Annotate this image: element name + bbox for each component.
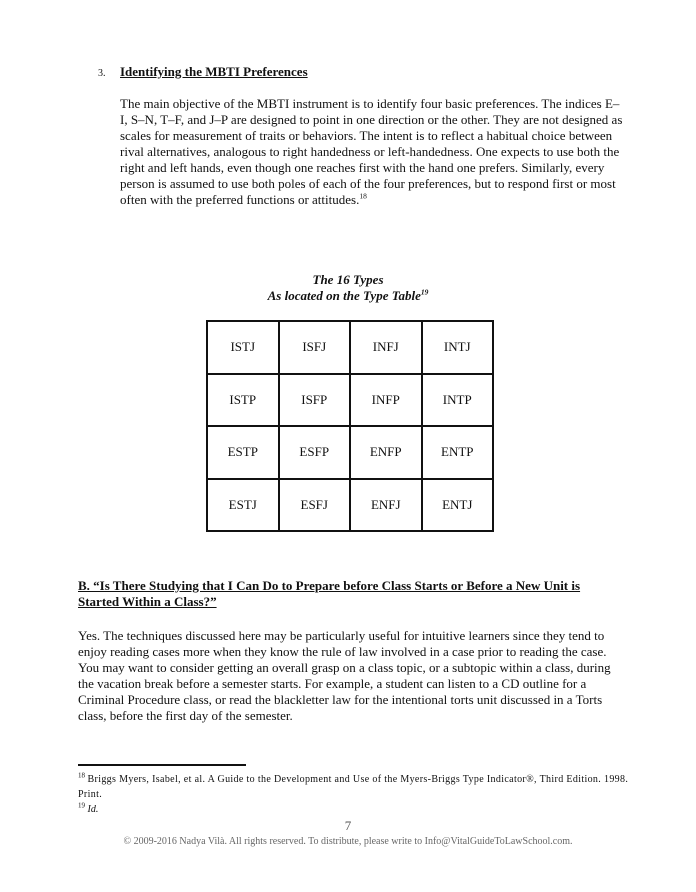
type-cell: ENTP (422, 426, 494, 479)
type-cell: ISFJ (279, 321, 351, 374)
type-table-row (207, 374, 493, 427)
table-caption-title: The 16 Types (312, 272, 384, 287)
type-table (206, 320, 494, 532)
table-caption (0, 272, 696, 304)
section-3 (98, 64, 638, 207)
type-cell: INTJ (422, 321, 494, 374)
footnote-19 (78, 802, 638, 817)
type-cell: ISTP (207, 374, 279, 427)
type-table-row (207, 479, 493, 532)
footnote-ref-19: 19 (420, 287, 429, 297)
table-caption-subtitle-text: As located on the Type Table (267, 288, 421, 303)
footnotes (78, 772, 638, 817)
type-cell: ENFJ (350, 479, 422, 532)
type-table-row (207, 426, 493, 479)
section-3-heading (98, 64, 638, 82)
type-cell: ESTP (207, 426, 279, 479)
type-cell: INFP (350, 374, 422, 427)
type-table-row (207, 321, 493, 374)
type-cell: ISTJ (207, 321, 279, 374)
section-number: 3. (98, 68, 106, 79)
page-number: 7 (344, 818, 352, 833)
type-cell: ESFJ (279, 479, 351, 532)
section-b-paragraph: Yes. The techniques discussed here may be particularly useful for intuitive learners since they tend to enjoy reading cases more when they know the rule of law involved in a case prior to reading the case. You may want to consider getting an overall grasp on a class topic, or a subtopic within a class, during the vacation break before a semester starts. For example, a student can listen to a CD outline for a Criminal Procedure class, or read the blackletter law for the intentional torts unit discussed in a Torts class, before the first day of the semester. (78, 628, 611, 723)
section-title: Identifying the MBTI Preferences (120, 64, 308, 79)
footnote-divider (78, 764, 246, 766)
type-cell: ENTJ (422, 479, 494, 532)
footnote-ref-18: 18 (359, 191, 367, 201)
type-cell: ESTJ (207, 479, 279, 532)
section-b-heading: B. “Is There Studying that I Can Do to Prepare before Class Starts or Before a New Unit is Started Within a Class?” (78, 578, 581, 609)
footnote-19-number: 19 (78, 801, 85, 810)
type-cell: ENFP (350, 426, 422, 479)
type-cell: ESFP (279, 426, 351, 479)
type-cell: INFJ (350, 321, 422, 374)
table-caption-subtitle (0, 288, 696, 304)
section-3-paragraph (120, 96, 624, 208)
type-cell: INTP (422, 374, 494, 427)
copyright-notice: © 2009-2016 Nadya Vilà. All rights reserved. To distribute, please write to Info@VitalGuideToLawSchool.com. (123, 836, 573, 847)
footnote-19-text: Id. (87, 804, 99, 815)
type-cell: ISFP (279, 374, 351, 427)
footnote-18-number: 18 (78, 771, 85, 780)
footnote-18-text: Briggs Myers, Isabel, et al. A Guide to the Development and Use of the Myers-Briggs Type Indicator®, Third Edition. 1998. Print. (78, 774, 629, 800)
footnote-18 (78, 772, 638, 802)
section-3-text: The main objective of the MBTI instrument is to identify four basic preferences. The indices E–I, S–N, T–F, and J–P are designed to point in one direction or the other. They are not designed as scales for measurement of traits or behaviors. The intent is to reflect a habitual choice between rival alternatives, analogous to right handedness or left-handedness. One expects to use both the right and left hands, even though one reaches first with the hand one prefers. Similarly, every person is assumed to use both poles of each of the four preferences, but to respond first or most often with the preferred functions or attitudes. (120, 96, 623, 207)
